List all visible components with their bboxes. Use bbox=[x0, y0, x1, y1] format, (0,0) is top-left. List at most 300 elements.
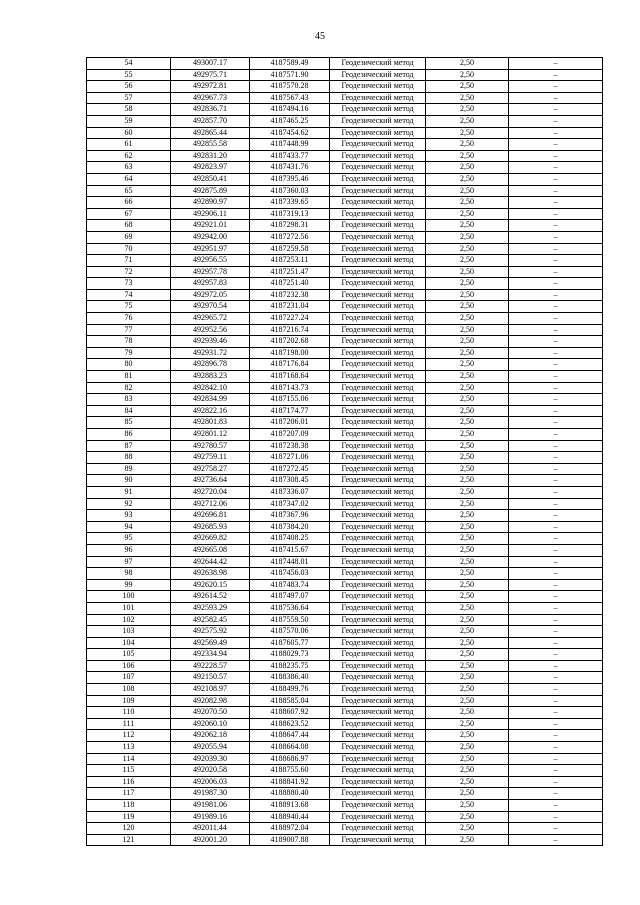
x-coordinate-cell: 492865.44 bbox=[171, 127, 250, 139]
x-coordinate-cell: 492620.15 bbox=[171, 579, 250, 591]
method-cell: Геодезический метод bbox=[330, 475, 426, 487]
accuracy-cell: 2,50 bbox=[426, 776, 509, 788]
method-cell: Геодезический метод bbox=[330, 266, 426, 278]
method-cell: Геодезический метод bbox=[330, 544, 426, 556]
x-coordinate-cell: 492011.44 bbox=[171, 823, 250, 835]
x-coordinate-cell: 492855.58 bbox=[171, 139, 250, 151]
y-coordinate-cell: 4188755.60 bbox=[250, 765, 330, 777]
x-coordinate-cell: 492665.08 bbox=[171, 544, 250, 556]
description-cell: – bbox=[509, 498, 603, 510]
y-coordinate-cell: 4188235.75 bbox=[250, 660, 330, 672]
point-number-cell: 77 bbox=[87, 324, 171, 336]
method-cell: Геодезический метод bbox=[330, 115, 426, 127]
accuracy-cell: 2,50 bbox=[426, 602, 509, 614]
x-coordinate-cell: 492951.97 bbox=[171, 243, 250, 255]
description-cell: – bbox=[509, 544, 603, 556]
x-coordinate-cell: 492834.99 bbox=[171, 394, 250, 406]
method-cell: Геодезический метод bbox=[330, 591, 426, 603]
point-number-cell: 110 bbox=[87, 707, 171, 719]
description-cell: – bbox=[509, 568, 603, 580]
y-coordinate-cell: 4187395.46 bbox=[250, 173, 330, 185]
point-number-cell: 74 bbox=[87, 289, 171, 301]
x-coordinate-cell: 492850.41 bbox=[171, 173, 250, 185]
description-cell: – bbox=[509, 255, 603, 267]
description-cell: – bbox=[509, 742, 603, 754]
method-cell: Геодезический метод bbox=[330, 823, 426, 835]
table-row bbox=[87, 336, 603, 348]
y-coordinate-cell: 4187415.67 bbox=[250, 544, 330, 556]
point-number-cell: 88 bbox=[87, 452, 171, 464]
x-coordinate-cell: 493007.17 bbox=[171, 58, 250, 70]
point-number-cell: 103 bbox=[87, 626, 171, 638]
method-cell: Геодезический метод bbox=[330, 568, 426, 580]
x-coordinate-cell: 492801.12 bbox=[171, 429, 250, 441]
x-coordinate-cell: 492836.71 bbox=[171, 104, 250, 116]
table-row bbox=[87, 637, 603, 649]
table-row bbox=[87, 742, 603, 754]
y-coordinate-cell: 4187536.64 bbox=[250, 602, 330, 614]
y-coordinate-cell: 4187308.45 bbox=[250, 475, 330, 487]
table-row bbox=[87, 834, 603, 846]
description-cell: – bbox=[509, 162, 603, 174]
point-number-cell: 91 bbox=[87, 486, 171, 498]
accuracy-cell: 2,50 bbox=[426, 255, 509, 267]
description-cell: – bbox=[509, 684, 603, 696]
description-cell: – bbox=[509, 347, 603, 359]
x-coordinate-cell: 492842.10 bbox=[171, 382, 250, 394]
y-coordinate-cell: 4188664.08 bbox=[250, 742, 330, 754]
y-coordinate-cell: 4188607.92 bbox=[250, 707, 330, 719]
description-cell: – bbox=[509, 150, 603, 162]
accuracy-cell: 2,50 bbox=[426, 139, 509, 151]
method-cell: Геодезический метод bbox=[330, 649, 426, 661]
point-number-cell: 94 bbox=[87, 521, 171, 533]
method-cell: Геодезический метод bbox=[330, 359, 426, 371]
accuracy-cell: 2,50 bbox=[426, 104, 509, 116]
accuracy-cell: 2,50 bbox=[426, 440, 509, 452]
description-cell: – bbox=[509, 197, 603, 209]
y-coordinate-cell: 4188499.76 bbox=[250, 684, 330, 696]
method-cell: Геодезический метод bbox=[330, 776, 426, 788]
x-coordinate-cell: 492957.83 bbox=[171, 278, 250, 290]
point-number-cell: 55 bbox=[87, 69, 171, 81]
method-cell: Геодезический метод bbox=[330, 672, 426, 684]
point-number-cell: 97 bbox=[87, 556, 171, 568]
table-row bbox=[87, 185, 603, 197]
description-cell: – bbox=[509, 301, 603, 313]
description-cell: – bbox=[509, 394, 603, 406]
method-cell: Геодезический метод bbox=[330, 255, 426, 267]
method-cell: Геодезический метод bbox=[330, 614, 426, 626]
point-number-cell: 86 bbox=[87, 429, 171, 441]
x-coordinate-cell: 492020.58 bbox=[171, 765, 250, 777]
method-cell: Геодезический метод bbox=[330, 382, 426, 394]
table-row bbox=[87, 788, 603, 800]
accuracy-cell: 2,50 bbox=[426, 510, 509, 522]
table-row bbox=[87, 544, 603, 556]
description-cell: – bbox=[509, 243, 603, 255]
method-cell: Геодезический метод bbox=[330, 579, 426, 591]
y-coordinate-cell: 4187347.02 bbox=[250, 498, 330, 510]
accuracy-cell: 2,50 bbox=[426, 475, 509, 487]
point-number-cell: 105 bbox=[87, 649, 171, 661]
accuracy-cell: 2,50 bbox=[426, 463, 509, 475]
table-row bbox=[87, 173, 603, 185]
x-coordinate-cell: 492082.98 bbox=[171, 695, 250, 707]
table-row bbox=[87, 104, 603, 116]
x-coordinate-cell: 492823.97 bbox=[171, 162, 250, 174]
method-cell: Геодезический метод bbox=[330, 347, 426, 359]
table-row bbox=[87, 730, 603, 742]
method-cell: Геодезический метод bbox=[330, 405, 426, 417]
method-cell: Геодезический метод bbox=[330, 660, 426, 672]
accuracy-cell: 2,50 bbox=[426, 626, 509, 638]
accuracy-cell: 2,50 bbox=[426, 359, 509, 371]
x-coordinate-cell: 492921.01 bbox=[171, 220, 250, 232]
x-coordinate-cell: 492644.42 bbox=[171, 556, 250, 568]
accuracy-cell: 2,50 bbox=[426, 498, 509, 510]
table-row bbox=[87, 417, 603, 429]
description-cell: – bbox=[509, 614, 603, 626]
method-cell: Геодезический метод bbox=[330, 788, 426, 800]
y-coordinate-cell: 4187251.47 bbox=[250, 266, 330, 278]
x-coordinate-cell: 492334.94 bbox=[171, 649, 250, 661]
x-coordinate-cell: 492228.57 bbox=[171, 660, 250, 672]
y-coordinate-cell: 4188647.44 bbox=[250, 730, 330, 742]
description-cell: – bbox=[509, 486, 603, 498]
table-row bbox=[87, 440, 603, 452]
description-cell: – bbox=[509, 69, 603, 81]
x-coordinate-cell: 492931.72 bbox=[171, 347, 250, 359]
method-cell: Геодезический метод bbox=[330, 730, 426, 742]
point-number-cell: 102 bbox=[87, 614, 171, 626]
table-row bbox=[87, 707, 603, 719]
accuracy-cell: 2,50 bbox=[426, 220, 509, 232]
y-coordinate-cell: 4187272.45 bbox=[250, 463, 330, 475]
point-number-cell: 72 bbox=[87, 266, 171, 278]
description-cell: – bbox=[509, 440, 603, 452]
table-row bbox=[87, 591, 603, 603]
accuracy-cell: 2,50 bbox=[426, 266, 509, 278]
description-cell: – bbox=[509, 602, 603, 614]
table-row bbox=[87, 289, 603, 301]
description-cell: – bbox=[509, 173, 603, 185]
accuracy-cell: 2,50 bbox=[426, 684, 509, 696]
x-coordinate-cell: 492150.57 bbox=[171, 672, 250, 684]
x-coordinate-cell: 492967.73 bbox=[171, 92, 250, 104]
method-cell: Геодезический метод bbox=[330, 197, 426, 209]
description-cell: – bbox=[509, 475, 603, 487]
x-coordinate-cell: 492972.05 bbox=[171, 289, 250, 301]
point-number-cell: 92 bbox=[87, 498, 171, 510]
y-coordinate-cell: 4187202.68 bbox=[250, 336, 330, 348]
method-cell: Геодезический метод bbox=[330, 707, 426, 719]
point-number-cell: 109 bbox=[87, 695, 171, 707]
point-number-cell: 89 bbox=[87, 463, 171, 475]
table-row bbox=[87, 556, 603, 568]
accuracy-cell: 2,50 bbox=[426, 533, 509, 545]
table-row bbox=[87, 255, 603, 267]
y-coordinate-cell: 4187198.00 bbox=[250, 347, 330, 359]
y-coordinate-cell: 4187143.73 bbox=[250, 382, 330, 394]
method-cell: Геодезический метод bbox=[330, 92, 426, 104]
x-coordinate-cell: 492758.27 bbox=[171, 463, 250, 475]
accuracy-cell: 2,50 bbox=[426, 765, 509, 777]
y-coordinate-cell: 4187227.24 bbox=[250, 313, 330, 325]
x-coordinate-cell: 492939.46 bbox=[171, 336, 250, 348]
table-row bbox=[87, 614, 603, 626]
method-cell: Геодезический метод bbox=[330, 429, 426, 441]
accuracy-cell: 2,50 bbox=[426, 730, 509, 742]
point-number-cell: 113 bbox=[87, 742, 171, 754]
description-cell: – bbox=[509, 452, 603, 464]
table-row bbox=[87, 243, 603, 255]
table-row bbox=[87, 371, 603, 383]
table-row bbox=[87, 150, 603, 162]
accuracy-cell: 2,50 bbox=[426, 591, 509, 603]
table-row bbox=[87, 672, 603, 684]
description-cell: – bbox=[509, 185, 603, 197]
accuracy-cell: 2,50 bbox=[426, 81, 509, 93]
accuracy-cell: 2,50 bbox=[426, 788, 509, 800]
x-coordinate-cell: 492070.50 bbox=[171, 707, 250, 719]
y-coordinate-cell: 4188585.04 bbox=[250, 695, 330, 707]
x-coordinate-cell: 492696.81 bbox=[171, 510, 250, 522]
point-number-cell: 95 bbox=[87, 533, 171, 545]
x-coordinate-cell: 492942.00 bbox=[171, 231, 250, 243]
table-row bbox=[87, 498, 603, 510]
y-coordinate-cell: 4187207.09 bbox=[250, 429, 330, 441]
point-number-cell: 69 bbox=[87, 231, 171, 243]
y-coordinate-cell: 4187497.07 bbox=[250, 591, 330, 603]
accuracy-cell: 2,50 bbox=[426, 278, 509, 290]
y-coordinate-cell: 4188940.44 bbox=[250, 811, 330, 823]
method-cell: Геодезический метод bbox=[330, 498, 426, 510]
y-coordinate-cell: 4187448.99 bbox=[250, 139, 330, 151]
table-row bbox=[87, 405, 603, 417]
accuracy-cell: 2,50 bbox=[426, 486, 509, 498]
point-number-cell: 85 bbox=[87, 417, 171, 429]
description-cell: – bbox=[509, 127, 603, 139]
description-cell: – bbox=[509, 533, 603, 545]
y-coordinate-cell: 4187465.25 bbox=[250, 115, 330, 127]
x-coordinate-cell: 492006.03 bbox=[171, 776, 250, 788]
description-cell: – bbox=[509, 336, 603, 348]
point-number-cell: 108 bbox=[87, 684, 171, 696]
method-cell: Геодезический метод bbox=[330, 556, 426, 568]
accuracy-cell: 2,50 bbox=[426, 568, 509, 580]
method-cell: Геодезический метод bbox=[330, 289, 426, 301]
accuracy-cell: 2,50 bbox=[426, 660, 509, 672]
y-coordinate-cell: 4188386.40 bbox=[250, 672, 330, 684]
method-cell: Геодезический метод bbox=[330, 313, 426, 325]
accuracy-cell: 2,50 bbox=[426, 208, 509, 220]
description-cell: – bbox=[509, 371, 603, 383]
method-cell: Геодезический метод bbox=[330, 684, 426, 696]
table-row bbox=[87, 301, 603, 313]
y-coordinate-cell: 4187367.96 bbox=[250, 510, 330, 522]
x-coordinate-cell: 492593.29 bbox=[171, 602, 250, 614]
point-number-cell: 60 bbox=[87, 127, 171, 139]
table-row bbox=[87, 486, 603, 498]
description-cell: – bbox=[509, 405, 603, 417]
table-row bbox=[87, 197, 603, 209]
point-number-cell: 75 bbox=[87, 301, 171, 313]
x-coordinate-cell: 491981.06 bbox=[171, 800, 250, 812]
y-coordinate-cell: 4188880.40 bbox=[250, 788, 330, 800]
table-row bbox=[87, 753, 603, 765]
table-row bbox=[87, 800, 603, 812]
accuracy-cell: 2,50 bbox=[426, 672, 509, 684]
accuracy-cell: 2,50 bbox=[426, 150, 509, 162]
point-number-cell: 87 bbox=[87, 440, 171, 452]
method-cell: Геодезический метод bbox=[330, 602, 426, 614]
method-cell: Геодезический метод bbox=[330, 185, 426, 197]
table-row bbox=[87, 765, 603, 777]
y-coordinate-cell: 4187155.06 bbox=[250, 394, 330, 406]
table-row bbox=[87, 579, 603, 591]
point-number-cell: 65 bbox=[87, 185, 171, 197]
point-number-cell: 115 bbox=[87, 765, 171, 777]
point-number-cell: 73 bbox=[87, 278, 171, 290]
method-cell: Геодезический метод bbox=[330, 173, 426, 185]
point-number-cell: 104 bbox=[87, 637, 171, 649]
description-cell: – bbox=[509, 278, 603, 290]
description-cell: – bbox=[509, 92, 603, 104]
method-cell: Геодезический метод bbox=[330, 104, 426, 116]
y-coordinate-cell: 4187238.38 bbox=[250, 440, 330, 452]
accuracy-cell: 2,50 bbox=[426, 371, 509, 383]
table-row bbox=[87, 208, 603, 220]
page-number: 45 bbox=[315, 31, 325, 42]
description-cell: – bbox=[509, 591, 603, 603]
x-coordinate-cell: 492055.94 bbox=[171, 742, 250, 754]
table-row bbox=[87, 823, 603, 835]
point-number-cell: 63 bbox=[87, 162, 171, 174]
point-number-cell: 93 bbox=[87, 510, 171, 522]
point-number-cell: 112 bbox=[87, 730, 171, 742]
description-cell: – bbox=[509, 776, 603, 788]
description-cell: – bbox=[509, 637, 603, 649]
x-coordinate-cell: 492669.82 bbox=[171, 533, 250, 545]
y-coordinate-cell: 4187339.65 bbox=[250, 197, 330, 209]
method-cell: Геодезический метод bbox=[330, 800, 426, 812]
x-coordinate-cell: 492906.11 bbox=[171, 208, 250, 220]
y-coordinate-cell: 4187454.62 bbox=[250, 127, 330, 139]
x-coordinate-cell: 492831.20 bbox=[171, 150, 250, 162]
point-number-cell: 80 bbox=[87, 359, 171, 371]
accuracy-cell: 2,50 bbox=[426, 429, 509, 441]
y-coordinate-cell: 4187408.25 bbox=[250, 533, 330, 545]
method-cell: Геодезический метод bbox=[330, 127, 426, 139]
description-cell: – bbox=[509, 765, 603, 777]
y-coordinate-cell: 4188913.68 bbox=[250, 800, 330, 812]
x-coordinate-cell: 492896.78 bbox=[171, 359, 250, 371]
point-number-cell: 61 bbox=[87, 139, 171, 151]
x-coordinate-cell: 492060.10 bbox=[171, 718, 250, 730]
accuracy-cell: 2,50 bbox=[426, 637, 509, 649]
table-row bbox=[87, 626, 603, 638]
table-row bbox=[87, 324, 603, 336]
x-coordinate-cell: 492001.20 bbox=[171, 834, 250, 846]
point-number-cell: 79 bbox=[87, 347, 171, 359]
table-row bbox=[87, 533, 603, 545]
table-row bbox=[87, 776, 603, 788]
table-row bbox=[87, 602, 603, 614]
accuracy-cell: 2,50 bbox=[426, 417, 509, 429]
point-number-cell: 99 bbox=[87, 579, 171, 591]
x-coordinate-cell: 492039.30 bbox=[171, 753, 250, 765]
y-coordinate-cell: 4187360.03 bbox=[250, 185, 330, 197]
method-cell: Геодезический метод bbox=[330, 394, 426, 406]
y-coordinate-cell: 4187384.20 bbox=[250, 521, 330, 533]
method-cell: Геодезический метод bbox=[330, 58, 426, 70]
y-coordinate-cell: 4187176.84 bbox=[250, 359, 330, 371]
y-coordinate-cell: 4187570.28 bbox=[250, 81, 330, 93]
point-number-cell: 84 bbox=[87, 405, 171, 417]
table-row bbox=[87, 475, 603, 487]
table-row bbox=[87, 568, 603, 580]
y-coordinate-cell: 4187589.49 bbox=[250, 58, 330, 70]
x-coordinate-cell: 492759.11 bbox=[171, 452, 250, 464]
method-cell: Геодезический метод bbox=[330, 243, 426, 255]
x-coordinate-cell: 492965.72 bbox=[171, 313, 250, 325]
method-cell: Геодезический метод bbox=[330, 336, 426, 348]
point-number-cell: 68 bbox=[87, 220, 171, 232]
description-cell: – bbox=[509, 626, 603, 638]
method-cell: Геодезический метод bbox=[330, 231, 426, 243]
description-cell: – bbox=[509, 521, 603, 533]
method-cell: Геодезический метод bbox=[330, 753, 426, 765]
method-cell: Геодезический метод bbox=[330, 486, 426, 498]
x-coordinate-cell: 492712.06 bbox=[171, 498, 250, 510]
table-row bbox=[87, 220, 603, 232]
table-row bbox=[87, 660, 603, 672]
description-cell: – bbox=[509, 289, 603, 301]
table-row bbox=[87, 81, 603, 93]
x-coordinate-cell: 492569.49 bbox=[171, 637, 250, 649]
y-coordinate-cell: 4187251.40 bbox=[250, 278, 330, 290]
accuracy-cell: 2,50 bbox=[426, 162, 509, 174]
point-number-cell: 56 bbox=[87, 81, 171, 93]
description-cell: – bbox=[509, 800, 603, 812]
method-cell: Геодезический метод bbox=[330, 637, 426, 649]
point-number-cell: 106 bbox=[87, 660, 171, 672]
table-row bbox=[87, 69, 603, 81]
y-coordinate-cell: 4187216.74 bbox=[250, 324, 330, 336]
table-row bbox=[87, 510, 603, 522]
y-coordinate-cell: 4187253.11 bbox=[250, 255, 330, 267]
method-cell: Геодезический метод bbox=[330, 626, 426, 638]
method-cell: Геодезический метод bbox=[330, 324, 426, 336]
y-coordinate-cell: 4187605.77 bbox=[250, 637, 330, 649]
description-cell: – bbox=[509, 266, 603, 278]
accuracy-cell: 2,50 bbox=[426, 185, 509, 197]
method-cell: Геодезический метод bbox=[330, 440, 426, 452]
accuracy-cell: 2,50 bbox=[426, 69, 509, 81]
accuracy-cell: 2,50 bbox=[426, 394, 509, 406]
method-cell: Геодезический метод bbox=[330, 301, 426, 313]
y-coordinate-cell: 4187494.16 bbox=[250, 104, 330, 116]
accuracy-cell: 2,50 bbox=[426, 556, 509, 568]
point-number-cell: 66 bbox=[87, 197, 171, 209]
point-number-cell: 71 bbox=[87, 255, 171, 267]
accuracy-cell: 2,50 bbox=[426, 301, 509, 313]
accuracy-cell: 2,50 bbox=[426, 823, 509, 835]
point-number-cell: 111 bbox=[87, 718, 171, 730]
table-row bbox=[87, 139, 603, 151]
y-coordinate-cell: 4187431.76 bbox=[250, 162, 330, 174]
